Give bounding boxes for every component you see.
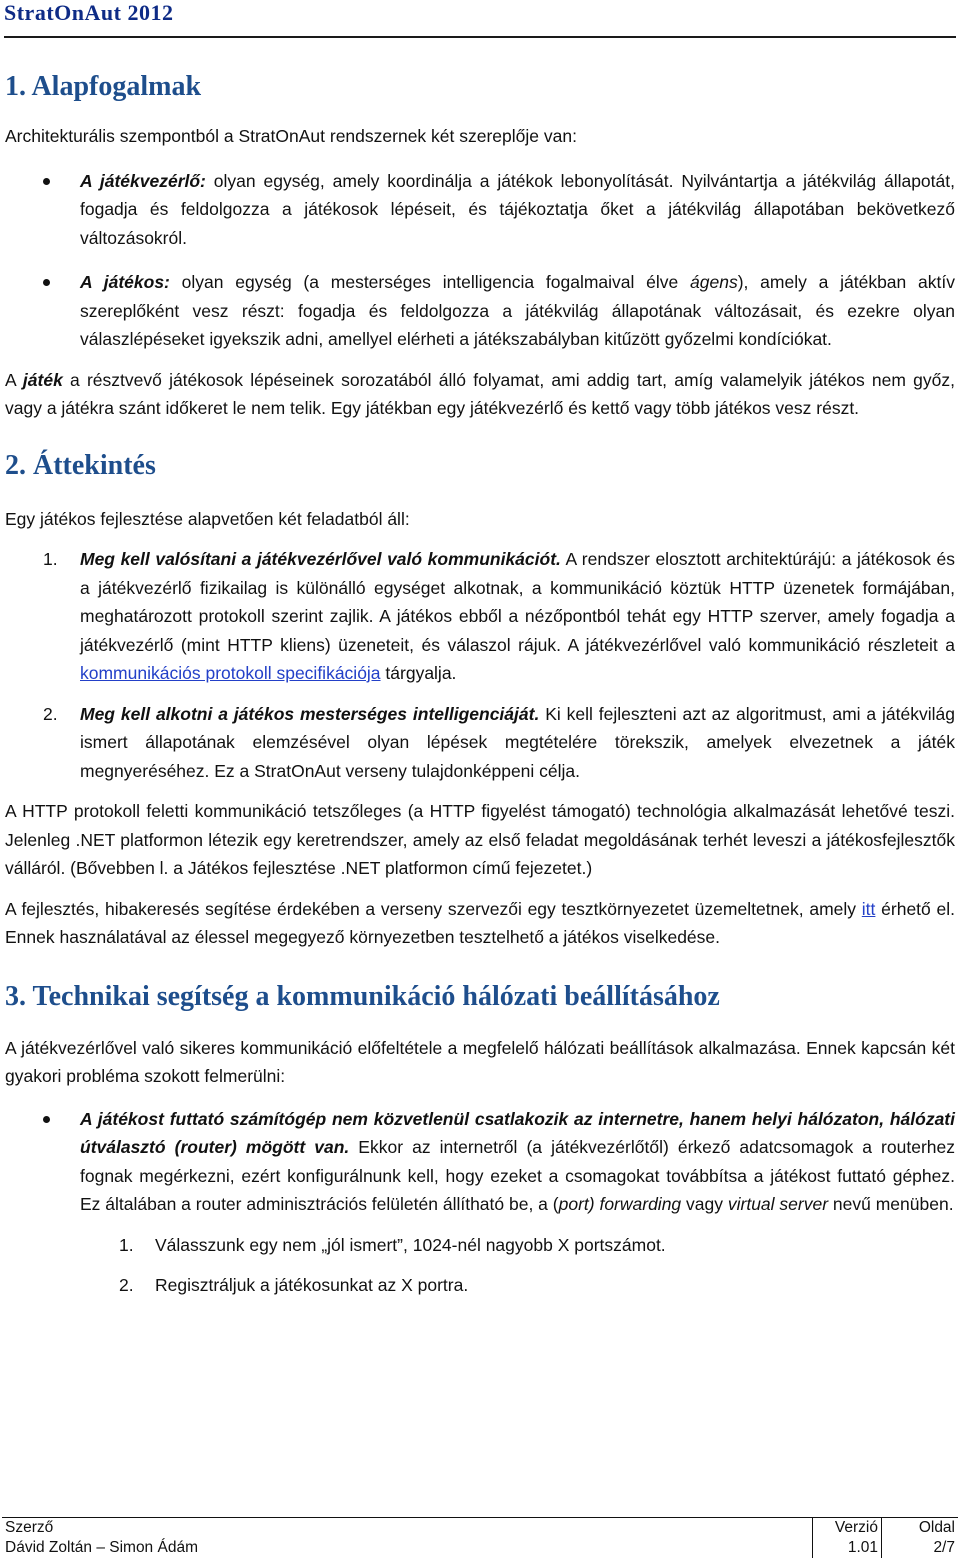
footer-page-label: Oldal — [882, 1518, 959, 1538]
step-register-port — [5, 1271, 955, 1300]
bullet-icon — [43, 1116, 50, 1123]
term-game-controller: A játékvezérlő: — [80, 170, 206, 191]
section-3-intro: A játékvezérlővel való sikeres kommunikáció előfeltétele a megfelelő hálózati beállítások alkalmazása. Ennek kapcsán két gyakori probléma szokott felmerülni: — [5, 1037, 955, 1086]
list-number: 2. — [119, 1275, 134, 1295]
footer-author-value: Dávid Zoltán – Simon Ádám — [5, 1539, 198, 1556]
header-logo: StratOnAut 2012 — [4, 0, 174, 25]
footer-page-value: 2/7 — [882, 1538, 959, 1558]
page-footer — [2, 1517, 958, 1560]
task-text: A rendszer elosztott architektúrájú: a játékosok és a játékvezérlő fizikailag is különálló egységet alkotnak, a kommunikáció köztük HTTP üzenetek formájában, meghatározott protokoll szerint zajlik. A játékos ebből a nézőpontból tehát egy HTTP szerver, amely fogadja a játékvezérlő (mint HTTP kliens) üzeneteit, és válaszol rájuk. A játékvezérlővel való kommunikáció részleteit a — [80, 549, 955, 655]
list-number: 1. — [43, 549, 58, 569]
task-ai — [5, 700, 955, 786]
task-text: Ki kell fejleszteni azt az algoritmust, ami a játékvilág ismert állapotának elemzésével olyan lépések megtételére törekszik, amelyek elvezetnek a játék megnyeréséhez. Ez a StratOnAut verseny tulajdonképpeni célja. — [80, 703, 955, 781]
term-player: A játékos: — [80, 272, 170, 292]
text: a résztvevő játékosok lépéseinek sorozatából álló folyamat, ami addig tart, amíg valamelyik játékos nem győz, vagy a játékra szánt időkeret le nem telik. Egy játékban egy játékvezérlő és kettő vagy több játékos vesz részt. — [5, 369, 955, 418]
bullet-text: olyan egység, amely koordinálja a játékok lebonyolítását. Nyilvántartja a játékvilág állapotát, fogadja és feldolgozza a játékosok lépéseit, és tájékoztatja őket a játékvilág állapotában bekövetkező változásokról. — [80, 170, 955, 248]
router-steps — [5, 1231, 955, 1300]
http-paragraph: A HTTP protokoll feletti kommunikáció tetszőleges (a HTTP figyelést támogató) technológia alkalmazását lehetővé teszi. Jelenleg .NET platformon létezik egy keretrendszer, amely az első feladat megoldásának terhét leveszi a játékosfejlesztők válláról. (Bővebben l. a Játékos fejlesztése .NET platformon című fejezetet.) — [5, 801, 955, 878]
text: tárgyalja. — [380, 663, 457, 683]
list-number: 2. — [43, 703, 58, 724]
section-2-intro: Egy játékos fejlesztése alapvetően két feladatból áll: — [5, 508, 410, 529]
section-1-bullets — [5, 167, 955, 354]
section-2-heading: 2. Áttekintés — [5, 449, 156, 481]
bullet-game-controller — [5, 167, 955, 253]
document-body — [5, 62, 955, 1300]
bullet-icon — [43, 178, 50, 185]
text: nevű menüben. — [828, 1194, 954, 1214]
list-number: 1. — [119, 1234, 134, 1255]
task-title: Meg kell alkotni a játékos mesterséges intelligenciáját. — [80, 703, 540, 724]
term-agent: ágens — [690, 272, 738, 292]
game-definition-paragraph — [5, 366, 955, 423]
bullet-title: A játékost futtató számítógép nem közvetlenül csatlakozik az internetre, hanem helyi hálózaton, hálózati útválasztó (router) mögött van. — [80, 1108, 955, 1157]
test-env-link[interactable]: itt — [861, 898, 876, 919]
task-communication — [5, 545, 955, 688]
section-3-heading: 3. Technikai segítség a kommunikáció hálózati beállításához — [5, 980, 720, 1012]
step-choose-port — [5, 1231, 955, 1260]
bullet-router — [5, 1105, 955, 1219]
term-port-forwarding: port) forwarding — [558, 1194, 682, 1214]
task-title: Meg kell valósítani a játékvezérlővel való kommunikációt. — [80, 549, 561, 569]
bullet-text: olyan egység (a mesterséges intelligencia fogalmaival élve — [169, 272, 691, 292]
section-1-heading: 1. Alapfogalmak — [5, 71, 202, 102]
text: érhető el. Ennek használatával az élessel megegyező környezetben tesztelhető a játékos viselkedése. — [5, 898, 956, 947]
test-env-paragraph — [5, 895, 955, 952]
text: Válasszunk egy nem „jól ismert”, 1024-nél nagyobb X portszámot. — [155, 1234, 666, 1255]
bullet-icon — [43, 279, 50, 286]
section-2-tasks — [5, 545, 955, 785]
term-game: játék — [22, 369, 63, 390]
footer-version-value: 1.01 — [813, 1538, 882, 1558]
text: A fejlesztés, hibakeresés segítése érdekében a verseny szervezői egy tesztkörnyezetet üzemeltetnek, amely — [5, 898, 862, 919]
bullet-player — [5, 268, 955, 354]
bullet-text: ), amely a játékban aktív szereplőként vesz részt: fogadja és feldolgozza a játékvilág állapotának változásait, és ezekre olyan válaszlépéseket igyekszik adni, amellyel elérheti a játékszabályban kitűzött győzelmi kondíciókat. — [80, 272, 955, 349]
text: Ekkor az internetről (a játékvezérlőtől) érkező adatcsomagok a routerhez fognak megérkezni, ezért konfigurálnunk kell, hogy ezeket a csomagokat továbbítsa a játékost futtató géphez. Ez általában a router adminisztrációs felületén állítható be, a ( — [80, 1137, 955, 1214]
text: vagy — [681, 1194, 728, 1214]
footer-author-label: Szerző — [5, 1519, 54, 1536]
footer-table — [2, 1518, 958, 1558]
section-1-intro: Architekturális szempontból a StratOnAut rendszernek két szereplője van: — [5, 126, 577, 146]
footer-version-label: Verzió — [813, 1518, 882, 1538]
text: Regisztráljuk a játékosunkat az X portra. — [155, 1275, 469, 1295]
section-3-bullets — [5, 1105, 955, 1219]
text: A — [5, 369, 23, 390]
protocol-spec-link[interactable]: kommunikációs protokoll specifikációja — [80, 663, 381, 683]
header-divider — [4, 36, 956, 38]
term-virtual-server: virtual server — [727, 1194, 829, 1214]
